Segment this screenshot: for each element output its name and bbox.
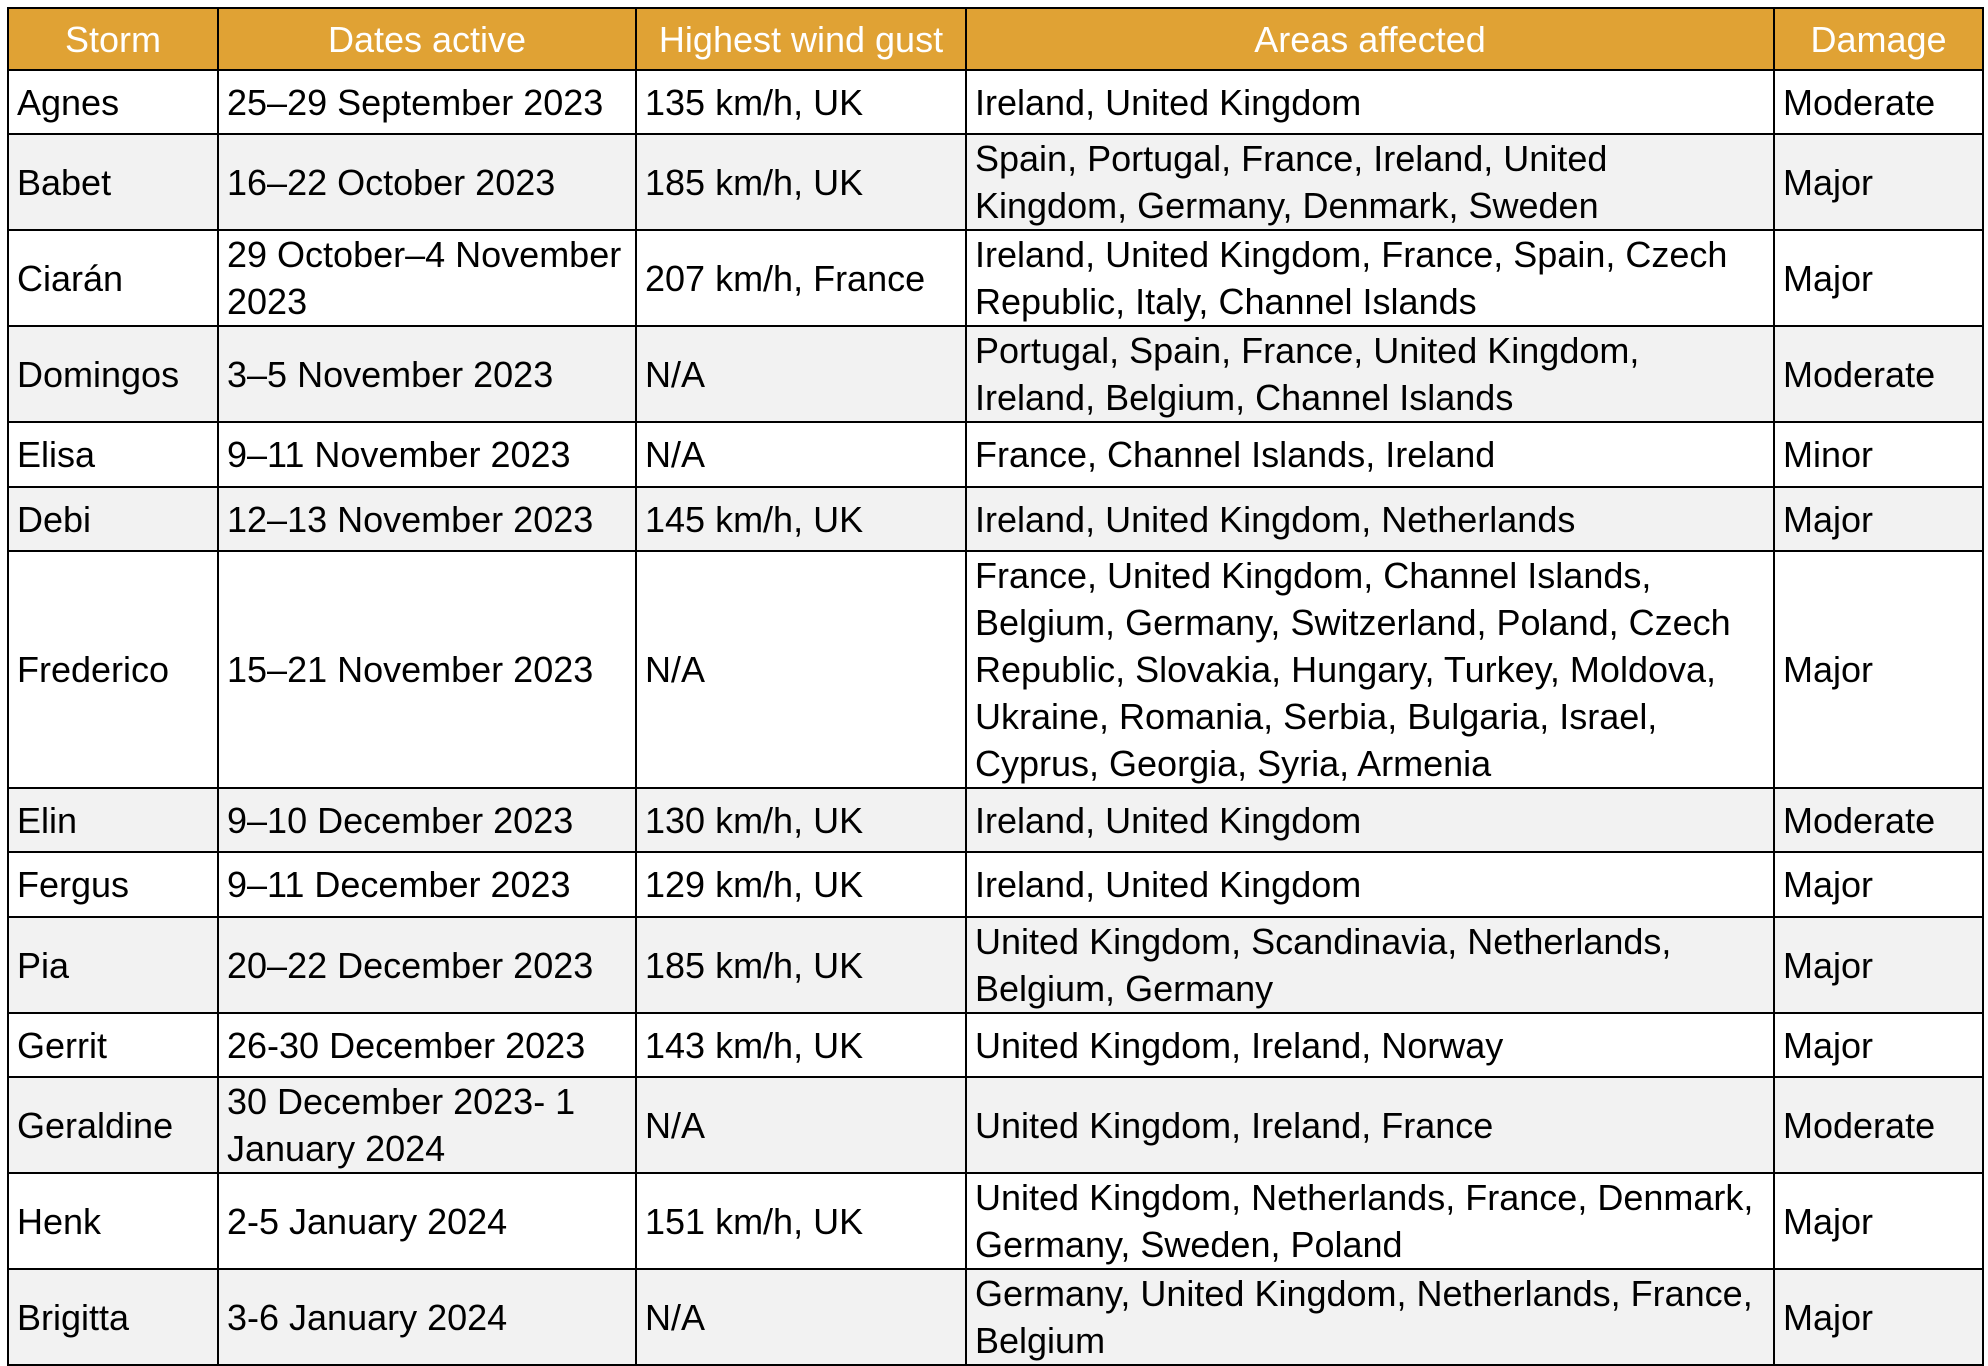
storm-cell: Henk [8,1173,218,1269]
areas-cell: France, United Kingdom, Channel Islands, Belgium, Germany, Switzerland, Poland, Czech Republic, Slovakia, Hungary, Turkey, Moldova, Ukraine, Romania, Serbia, Bulgaria, Israel, Cyprus, Georgia, Syria, Armenia [966,551,1774,788]
damage-cell: Moderate [1774,70,1983,134]
storms-table [7,7,1984,1366]
dates-cell: 25–29 September 2023 [218,70,636,134]
storm-cell: Pia [8,917,218,1013]
areas-cell: United Kingdom, Ireland, Norway [966,1013,1774,1077]
storm-cell: Domingos [8,326,218,422]
dates-cell: 9–11 November 2023 [218,422,636,487]
gust-cell: 207 km/h, France [636,230,966,326]
table-row [8,326,1983,422]
dates-cell: 9–10 December 2023 [218,788,636,852]
gust-cell: N/A [636,326,966,422]
table-row [8,134,1983,230]
gust-cell: N/A [636,1077,966,1173]
dates-cell: 3–5 November 2023 [218,326,636,422]
dates-cell: 30 December 2023- 1 January 2024 [218,1077,636,1173]
areas-cell: United Kingdom, Scandinavia, Netherlands, Belgium, Germany [966,917,1774,1013]
storm-cell: Elisa [8,422,218,487]
table-row [8,852,1983,917]
table-row [8,487,1983,551]
table-row [8,230,1983,326]
column-header-dates: Dates active [218,8,636,70]
table-row [8,1173,1983,1269]
areas-cell: Portugal, Spain, France, United Kingdom, Ireland, Belgium, Channel Islands [966,326,1774,422]
gust-cell: 135 km/h, UK [636,70,966,134]
areas-cell: Ireland, United Kingdom [966,70,1774,134]
dates-cell: 29 October–4 November 2023 [218,230,636,326]
dates-cell: 9–11 December 2023 [218,852,636,917]
damage-cell: Moderate [1774,788,1983,852]
storm-cell: Debi [8,487,218,551]
damage-cell: Moderate [1774,1077,1983,1173]
areas-cell: Germany, United Kingdom, Netherlands, France, Belgium [966,1269,1774,1365]
dates-cell: 3-6 January 2024 [218,1269,636,1365]
table-row [8,551,1983,788]
damage-cell: Moderate [1774,326,1983,422]
dates-cell: 20–22 December 2023 [218,917,636,1013]
table-row [8,422,1983,487]
damage-cell: Major [1774,134,1983,230]
storm-cell: Geraldine [8,1077,218,1173]
gust-cell: N/A [636,1269,966,1365]
storm-cell: Agnes [8,70,218,134]
gust-cell: 145 km/h, UK [636,487,966,551]
areas-cell: Ireland, United Kingdom, France, Spain, Czech Republic, Italy, Channel Islands [966,230,1774,326]
column-header-damage: Damage [1774,8,1983,70]
dates-cell: 2-5 January 2024 [218,1173,636,1269]
table-row [8,1077,1983,1173]
gust-cell: N/A [636,422,966,487]
areas-cell: United Kingdom, Netherlands, France, Denmark, Germany, Sweden, Poland [966,1173,1774,1269]
areas-cell: Ireland, United Kingdom, Netherlands [966,487,1774,551]
damage-cell: Major [1774,852,1983,917]
damage-cell: Major [1774,1173,1983,1269]
table-row [8,1013,1983,1077]
storm-cell: Babet [8,134,218,230]
gust-cell: 129 km/h, UK [636,852,966,917]
areas-cell: United Kingdom, Ireland, France [966,1077,1774,1173]
damage-cell: Major [1774,487,1983,551]
damage-cell: Major [1774,551,1983,788]
header-row [8,8,1983,70]
dates-cell: 15–21 November 2023 [218,551,636,788]
table-row [8,70,1983,134]
gust-cell: 143 km/h, UK [636,1013,966,1077]
damage-cell: Major [1774,1013,1983,1077]
table-row [8,1269,1983,1365]
gust-cell: N/A [636,551,966,788]
damage-cell: Major [1774,230,1983,326]
storm-cell: Elin [8,788,218,852]
dates-cell: 26-30 December 2023 [218,1013,636,1077]
storm-cell: Frederico [8,551,218,788]
column-header-storm: Storm [8,8,218,70]
storm-cell: Fergus [8,852,218,917]
table-row [8,788,1983,852]
column-header-gust: Highest wind gust [636,8,966,70]
storm-cell: Ciarán [8,230,218,326]
areas-cell: Ireland, United Kingdom [966,852,1774,917]
areas-cell: Spain, Portugal, France, Ireland, United Kingdom, Germany, Denmark, Sweden [966,134,1774,230]
gust-cell: 130 km/h, UK [636,788,966,852]
storm-cell: Brigitta [8,1269,218,1365]
column-header-areas: Areas affected [966,8,1774,70]
gust-cell: 151 km/h, UK [636,1173,966,1269]
storm-cell: Gerrit [8,1013,218,1077]
table-row [8,917,1983,1013]
areas-cell: Ireland, United Kingdom [966,788,1774,852]
gust-cell: 185 km/h, UK [636,134,966,230]
damage-cell: Minor [1774,422,1983,487]
areas-cell: France, Channel Islands, Ireland [966,422,1774,487]
damage-cell: Major [1774,1269,1983,1365]
damage-cell: Major [1774,917,1983,1013]
dates-cell: 12–13 November 2023 [218,487,636,551]
dates-cell: 16–22 October 2023 [218,134,636,230]
gust-cell: 185 km/h, UK [636,917,966,1013]
